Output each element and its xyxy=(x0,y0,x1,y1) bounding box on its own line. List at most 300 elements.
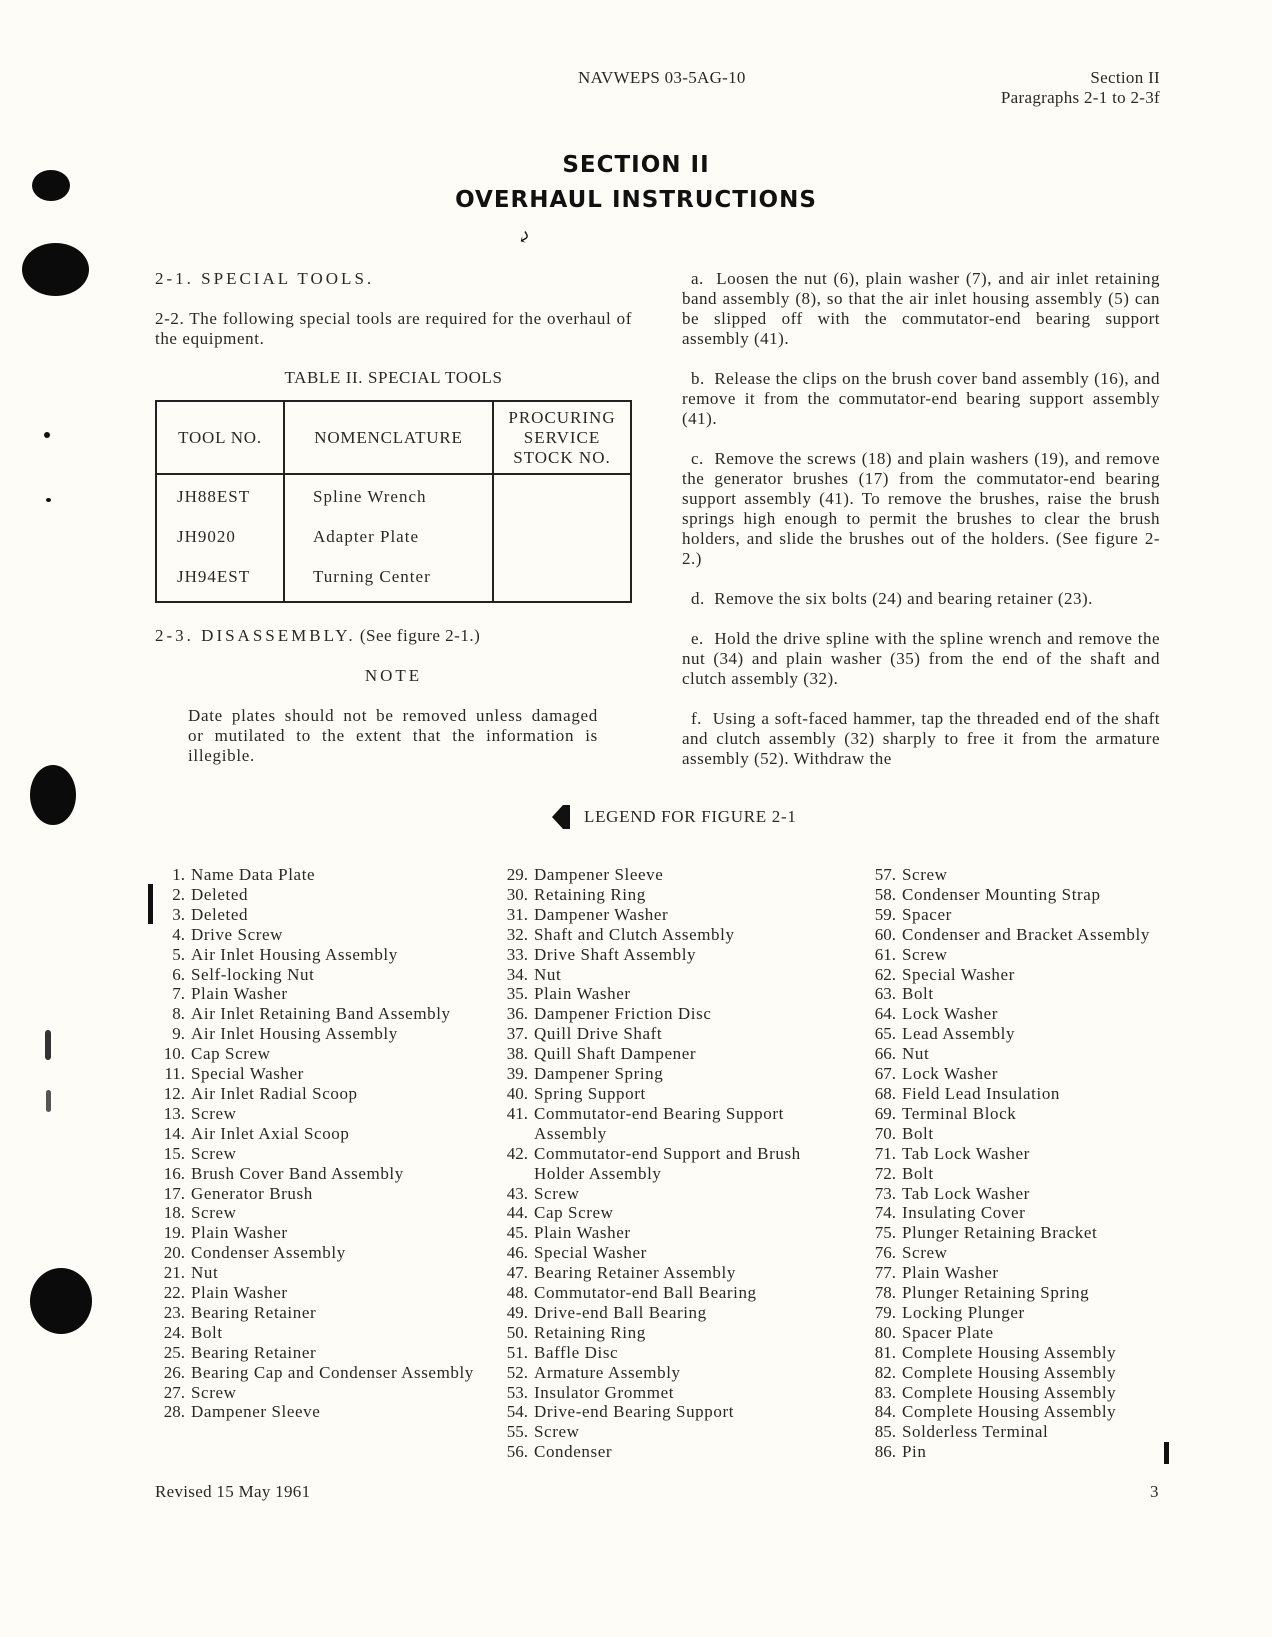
legend-item xyxy=(866,984,1186,1004)
legend-item-number: 82. xyxy=(874,1362,896,1382)
legend-item xyxy=(155,1044,475,1064)
legend-item-label: Screw xyxy=(534,1422,580,1442)
legend-item xyxy=(498,1044,838,1064)
legend-item-label: Commutator-end Support and Brush Holder Assembly xyxy=(534,1143,801,1183)
legend-item-number: 17. xyxy=(163,1183,185,1203)
disassembly-steps xyxy=(682,269,1160,769)
header-stock-no xyxy=(493,401,631,474)
legend-item-label: Plain Washer xyxy=(534,984,631,1004)
legend-item-label: Insulator Grommet xyxy=(534,1382,675,1402)
legend-item-number: 86. xyxy=(874,1442,896,1462)
legend-item xyxy=(866,1124,1186,1144)
step-text: Remove the screws (18) and plain washers (19), and remove the generator brushes (17) from the commutator-end bearing support assembly (41). To remove the brushes, raise the brush springs high enough to permit the brushes to clear the brush holders, and slide the brushes out of the holders. (See figure 2-2.) xyxy=(682,449,1161,568)
legend-item xyxy=(498,1363,838,1383)
legend-item xyxy=(498,1243,838,1263)
legend-item xyxy=(866,1104,1186,1124)
legend-item-number: 77. xyxy=(874,1263,896,1283)
legend-item-number: 15. xyxy=(163,1143,185,1163)
punch-hole xyxy=(22,243,89,296)
legend-item-number: 40. xyxy=(506,1083,528,1103)
legend-item xyxy=(866,1442,1186,1462)
legend-item-number: 46. xyxy=(506,1243,528,1263)
legend-item-label: Plunger Retaining Bracket xyxy=(902,1223,1098,1243)
legend-item-label: Deleted xyxy=(191,904,249,924)
legend-item-number: 32. xyxy=(506,924,528,944)
legend-item-label: Screw xyxy=(902,944,948,964)
header-nomenclature: NOMENCLATURE xyxy=(284,401,493,474)
legend-item-label: Condenser Mounting Strap xyxy=(902,884,1101,904)
legend-item-label: Bearing Retainer xyxy=(191,1302,317,1322)
legend-item-number: 20. xyxy=(163,1243,185,1263)
legend-item-number: 51. xyxy=(506,1342,528,1362)
legend-item-number: 74. xyxy=(874,1203,896,1223)
paragraph-2-3-heading xyxy=(155,626,480,646)
legend-item xyxy=(866,1323,1186,1343)
legend-item-label: Shaft and Clutch Assembly xyxy=(534,924,735,944)
legend-item xyxy=(866,925,1186,945)
legend-item xyxy=(155,865,475,885)
step-a xyxy=(682,269,1160,349)
legend-item xyxy=(866,865,1186,885)
revision-date: Revised 15 May 1961 xyxy=(155,1482,311,1501)
note-text: Date plates should not be removed unless damaged or mutilated to the extent that the information is illegible. xyxy=(188,706,598,765)
legend-item-label: Complete Housing Assembly xyxy=(902,1342,1117,1362)
legend-item xyxy=(866,1164,1186,1184)
legend-column-3 xyxy=(866,865,1186,1462)
legend-item-label: Special Washer xyxy=(534,1243,647,1263)
legend-item-label: Drive Shaft Assembly xyxy=(534,944,697,964)
legend-item-number: 53. xyxy=(506,1382,528,1402)
legend-item-number: 16. xyxy=(163,1163,185,1183)
table-row xyxy=(156,555,631,602)
legend-item xyxy=(866,1223,1186,1243)
legend-item-number: 27. xyxy=(163,1382,185,1402)
legend-item-number: 71. xyxy=(874,1143,896,1163)
legend-item xyxy=(498,1024,838,1044)
legend-item-number: 78. xyxy=(874,1283,896,1303)
legend-item xyxy=(155,925,475,945)
legend-item xyxy=(155,1084,475,1104)
step-label: c. xyxy=(691,449,704,468)
legend-item-label: Special Washer xyxy=(902,964,1015,984)
legend-item-label: Condenser and Bracket Assembly xyxy=(902,924,1150,944)
table-row xyxy=(156,515,631,555)
legend-heading: LEGEND FOR FIGURE 2-1 xyxy=(584,807,797,826)
legend-item xyxy=(155,1343,475,1363)
legend-item-number: 68. xyxy=(874,1083,896,1103)
legend-item xyxy=(498,1303,838,1323)
legend-item-number: 3. xyxy=(172,904,185,924)
legend-item xyxy=(498,865,838,885)
legend-item-label: Self-locking Nut xyxy=(191,964,315,984)
legend-item-label: Spacer Plate xyxy=(902,1322,994,1342)
legend-item-label: Condenser Assembly xyxy=(191,1243,346,1263)
legend-item-label: Cap Screw xyxy=(534,1203,614,1223)
special-tools-table xyxy=(155,400,632,603)
legend-item xyxy=(866,965,1186,985)
legend-item xyxy=(498,1104,838,1144)
legend-item-number: 66. xyxy=(874,1044,896,1064)
legend-item xyxy=(155,965,475,985)
legend-item-number: 39. xyxy=(506,1064,528,1084)
legend-item-label: Quill Shaft Dampener xyxy=(534,1044,697,1064)
legend-item-number: 52. xyxy=(506,1362,528,1382)
legend-item-number: 26. xyxy=(163,1362,185,1382)
legend-item-number: 31. xyxy=(506,904,528,924)
legend-item-number: 64. xyxy=(874,1004,896,1024)
punch-hole xyxy=(30,765,76,825)
legend-item-number: 8. xyxy=(172,1004,185,1024)
legend-item-number: 42. xyxy=(506,1143,528,1163)
legend-item-number: 44. xyxy=(506,1203,528,1223)
punch-hole xyxy=(30,1268,92,1334)
nomenclature: Turning Center xyxy=(313,567,431,586)
legend-item-number: 43. xyxy=(506,1183,528,1203)
legend-item-number: 57. xyxy=(874,865,896,884)
legend-item-label: Plunger Retaining Spring xyxy=(902,1283,1090,1303)
legend-item xyxy=(155,1383,475,1403)
legend-item-number: 49. xyxy=(506,1302,528,1322)
legend-item xyxy=(866,1303,1186,1323)
legend-item xyxy=(155,1124,475,1144)
legend-item xyxy=(498,885,838,905)
stray-mark-icon: ⤶ xyxy=(512,225,536,251)
legend-item xyxy=(155,1323,475,1343)
legend-item xyxy=(155,1144,475,1164)
legend-item-number: 47. xyxy=(506,1263,528,1283)
legend-item-number: 29. xyxy=(506,865,528,884)
legend-item-number: 19. xyxy=(163,1223,185,1243)
legend-item-label: Screw xyxy=(534,1183,580,1203)
legend-item-number: 63. xyxy=(874,984,896,1004)
legend-item-label: Nut xyxy=(191,1263,219,1283)
legend-item-number: 36. xyxy=(506,1004,528,1024)
tool-no: JH9020 xyxy=(177,527,236,546)
legend-item-label: Dampener Sleeve xyxy=(534,865,664,884)
legend-item-number: 21. xyxy=(163,1263,185,1283)
legend-item-number: 45. xyxy=(506,1223,528,1243)
legend-item xyxy=(498,965,838,985)
legend-item-label: Bearing Cap and Condenser Assembly xyxy=(191,1362,474,1382)
legend-item-label: Condenser xyxy=(534,1442,613,1462)
legend-item-label: Armature Assembly xyxy=(534,1362,681,1382)
note-label: NOTE xyxy=(364,666,423,685)
legend-item xyxy=(155,1024,475,1044)
legend-item xyxy=(498,1084,838,1104)
legend-item-label: Bearing Retainer xyxy=(191,1342,317,1362)
legend-item-label: Field Lead Insulation xyxy=(902,1083,1061,1103)
legend-item-label: Plain Washer xyxy=(191,1283,288,1303)
legend-heading-row xyxy=(551,804,797,830)
paragraph-2-2: 2-2. The following special tools are required for the overhaul of the equipment. xyxy=(155,309,632,348)
change-bar xyxy=(148,884,153,924)
legend-item-number: 12. xyxy=(163,1083,185,1103)
legend-item-label: Complete Housing Assembly xyxy=(902,1362,1117,1382)
step-label: e. xyxy=(691,629,704,648)
header-tool-no: TOOL NO. xyxy=(156,401,284,474)
section-reference: Section II xyxy=(1090,68,1160,87)
legend-item xyxy=(498,984,838,1004)
legend-item xyxy=(498,1383,838,1403)
legend-item-number: 76. xyxy=(874,1243,896,1263)
table-title: TABLE II. SPECIAL TOOLS xyxy=(284,368,503,387)
step-text: Loosen the nut (6), plain washer (7), and air inlet retaining band assembly (8), so that the air inlet housing assembly (5) can be slipped off with the commutator-end bearing support assembly (41). xyxy=(682,269,1160,348)
legend-item-label: Tab Lock Washer xyxy=(902,1143,1030,1163)
legend-item-label: Baffle Disc xyxy=(534,1342,619,1362)
legend-item-number: 54. xyxy=(506,1402,528,1422)
legend-item xyxy=(866,1243,1186,1263)
legend-item-label: Nut xyxy=(534,964,562,984)
legend-item xyxy=(155,1243,475,1263)
legend-item xyxy=(498,1144,838,1184)
legend-item-label: Dampener Washer xyxy=(534,904,669,924)
legend-item-label: Locking Plunger xyxy=(902,1302,1025,1322)
legend-item xyxy=(866,1004,1186,1024)
figure-reference-link[interactable]: (See figure 2-1.) xyxy=(359,626,481,645)
legend-item-number: 23. xyxy=(163,1302,185,1322)
legend-item-number: 1. xyxy=(172,865,185,884)
legend-item-number: 37. xyxy=(506,1024,528,1044)
legend-item-label: Bolt xyxy=(902,984,934,1004)
legend-item xyxy=(498,1343,838,1363)
table-header-row xyxy=(156,401,631,474)
legend-item xyxy=(155,1064,475,1084)
legend-item-number: 13. xyxy=(163,1103,185,1123)
legend-item-number: 59. xyxy=(874,904,896,924)
legend-item-number: 70. xyxy=(874,1123,896,1143)
step-text: Release the clips on the brush cover band assembly (16), and remove it from the commutator-end bearing support assembly (41). xyxy=(682,369,1161,428)
legend-item-number: 60. xyxy=(874,924,896,944)
legend-item xyxy=(866,1184,1186,1204)
legend-item-label: Plain Washer xyxy=(191,1223,288,1243)
speck-mark xyxy=(44,432,50,438)
legend-item-number: 81. xyxy=(874,1342,896,1362)
legend-item xyxy=(498,1402,838,1422)
legend-item-number: 80. xyxy=(874,1322,896,1342)
legend-item-label: Screw xyxy=(191,1382,237,1402)
legend-item xyxy=(498,1263,838,1283)
legend-column-2 xyxy=(498,865,838,1462)
step-text: Using a soft-faced hammer, tap the threaded end of the shaft and clutch assembly (32) sharply to free it from the armature assembly (52). Withdraw the xyxy=(682,709,1161,768)
paragraphs-reference: Paragraphs 2-1 to 2-3f xyxy=(1000,88,1160,107)
legend-item-label: Name Data Plate xyxy=(191,865,316,884)
legend-item-label: Solderless Terminal xyxy=(902,1422,1049,1442)
legend-item-label: Cap Screw xyxy=(191,1044,271,1064)
legend-item-label: Special Washer xyxy=(191,1064,304,1084)
legend-item xyxy=(498,1422,838,1442)
legend-item xyxy=(498,945,838,965)
legend-item-label: Complete Housing Assembly xyxy=(902,1382,1117,1402)
legend-item-number: 30. xyxy=(506,884,528,904)
speck-mark xyxy=(46,498,51,502)
legend-item-label: Air Inlet Radial Scoop xyxy=(191,1083,358,1103)
nomenclature: Spline Wrench xyxy=(313,487,427,506)
disassembly-heading: 2-3. DISASSEMBLY. xyxy=(155,626,356,645)
legend-item-label: Screw xyxy=(191,1143,237,1163)
legend-item xyxy=(866,905,1186,925)
legend-item-number: 75. xyxy=(874,1223,896,1243)
legend-item xyxy=(498,1203,838,1223)
legend-item-label: Insulating Cover xyxy=(902,1203,1026,1223)
legend-item xyxy=(866,1383,1186,1403)
legend-item xyxy=(866,1363,1186,1383)
legend-item-label: Tab Lock Washer xyxy=(902,1183,1030,1203)
legend-item xyxy=(866,1283,1186,1303)
legend-item-number: 62. xyxy=(874,964,896,984)
legend-item xyxy=(155,1184,475,1204)
legend-item xyxy=(866,945,1186,965)
header-stock-line-1: PROCURING xyxy=(508,407,616,427)
document-number: NAVWEPS 03-5AG-10 xyxy=(578,68,746,87)
legend-item-label: Screw xyxy=(191,1203,237,1223)
step-label: a. xyxy=(691,269,704,288)
legend-item-number: 10. xyxy=(163,1044,185,1064)
legend-item-label: Air Inlet Housing Assembly xyxy=(191,1024,398,1044)
step-label: f. xyxy=(691,709,702,728)
legend-item-number: 38. xyxy=(506,1044,528,1064)
legend-item-label: Terminal Block xyxy=(902,1103,1017,1123)
legend-item xyxy=(155,885,475,905)
legend-item xyxy=(866,1263,1186,1283)
speck-mark xyxy=(45,1030,51,1060)
legend-item xyxy=(498,1184,838,1204)
legend-item xyxy=(866,1024,1186,1044)
legend-item-label: Dampener Sleeve xyxy=(191,1402,321,1422)
legend-item xyxy=(155,1402,475,1422)
legend-item-label: Complete Housing Assembly xyxy=(902,1402,1117,1422)
legend-item-number: 14. xyxy=(163,1123,185,1143)
step-e xyxy=(682,629,1160,689)
legend-item-number: 7. xyxy=(172,984,185,1004)
legend-item-number: 84. xyxy=(874,1402,896,1422)
tool-no: JH94EST xyxy=(177,567,251,586)
legend-item-number: 28. xyxy=(163,1402,185,1422)
legend-item xyxy=(155,1164,475,1184)
legend-item xyxy=(155,1223,475,1243)
legend-item-label: Quill Drive Shaft xyxy=(534,1024,663,1044)
legend-item-label: Plain Washer xyxy=(191,984,288,1004)
legend-item-number: 85. xyxy=(874,1422,896,1442)
legend-item xyxy=(498,925,838,945)
legend-item-label: Generator Brush xyxy=(191,1183,313,1203)
step-d xyxy=(682,589,1160,609)
legend-item-label: Screw xyxy=(902,865,948,884)
legend-item-label: Plain Washer xyxy=(534,1223,631,1243)
legend-item-label: Air Inlet Axial Scoop xyxy=(191,1123,350,1143)
section-title: SECTION II xyxy=(562,152,710,178)
legend-item-label: Lead Assembly xyxy=(902,1024,1016,1044)
page-number: 3 xyxy=(1150,1482,1159,1501)
step-label: b. xyxy=(691,369,705,388)
legend-item xyxy=(866,1422,1186,1442)
step-text: Hold the drive spline with the spline wrench and remove the nut (34) and plain washer (35) from the end of the shaft and clutch assembly (32). xyxy=(682,629,1160,688)
legend-item-number: 56. xyxy=(506,1442,528,1462)
legend-item-number: 11. xyxy=(164,1064,185,1084)
legend-item xyxy=(866,1064,1186,1084)
legend-item-number: 33. xyxy=(506,944,528,964)
legend-item xyxy=(866,1084,1186,1104)
legend-item-number: 35. xyxy=(506,984,528,1004)
pointer-arrow-left-icon xyxy=(551,804,571,830)
step-b xyxy=(682,369,1160,429)
legend-column-1 xyxy=(155,865,475,1422)
nomenclature: Adapter Plate xyxy=(313,527,419,546)
legend-item-label: Plain Washer xyxy=(902,1263,999,1283)
legend-item-number: 4. xyxy=(172,924,185,944)
legend-item-number: 24. xyxy=(163,1322,185,1342)
paragraph-2-1-heading: 2-1. SPECIAL TOOLS. xyxy=(155,269,375,288)
legend-item xyxy=(155,1203,475,1223)
legend-item-number: 61. xyxy=(874,944,896,964)
legend-item-number: 41. xyxy=(506,1103,528,1123)
legend-item-label: Drive Screw xyxy=(191,924,284,944)
legend-item-number: 5. xyxy=(172,944,185,964)
legend-item-number: 67. xyxy=(874,1064,896,1084)
legend-item xyxy=(155,1263,475,1283)
legend-item-label: Deleted xyxy=(191,884,249,904)
legend-item-number: 2. xyxy=(172,884,185,904)
legend-item-number: 69. xyxy=(874,1103,896,1123)
legend-item-number: 72. xyxy=(874,1163,896,1183)
legend-item xyxy=(498,1004,838,1024)
legend-item-number: 48. xyxy=(506,1283,528,1303)
legend-item-label: Bolt xyxy=(191,1322,223,1342)
legend-item-label: Commutator-end Ball Bearing xyxy=(534,1283,757,1303)
legend-item xyxy=(498,1064,838,1084)
legend-item-number: 6. xyxy=(172,964,185,984)
legend-item-label: Retaining Ring xyxy=(534,884,646,904)
legend-item xyxy=(155,945,475,965)
page-title: OVERHAUL INSTRUCTIONS xyxy=(455,187,817,213)
legend-item xyxy=(155,1303,475,1323)
legend-item xyxy=(498,1323,838,1343)
legend-item xyxy=(866,885,1186,905)
legend-item xyxy=(498,1223,838,1243)
legend-item-label: Bolt xyxy=(902,1123,934,1143)
legend-item-number: 34. xyxy=(506,964,528,984)
legend-item xyxy=(155,1283,475,1303)
legend-item-number: 22. xyxy=(163,1283,185,1303)
legend-item-label: Lock Washer xyxy=(902,1004,999,1024)
legend-item-number: 83. xyxy=(874,1382,896,1402)
table-row xyxy=(156,474,631,515)
legend-item-label: Retaining Ring xyxy=(534,1322,646,1342)
legend-item-label: Lock Washer xyxy=(902,1064,999,1084)
legend-item-number: 73. xyxy=(874,1183,896,1203)
step-c xyxy=(682,449,1160,569)
legend-item xyxy=(866,1144,1186,1164)
legend-item-label: Drive-end Ball Bearing xyxy=(534,1302,707,1322)
legend-item-label: Nut xyxy=(902,1044,930,1064)
legend-item-label: Commutator-end Bearing Support Assembly xyxy=(534,1103,784,1143)
legend-item-label: Dampener Friction Disc xyxy=(534,1004,712,1024)
legend-item-label: Dampener Spring xyxy=(534,1064,664,1084)
legend-item-number: 9. xyxy=(172,1024,185,1044)
step-text: Remove the six bolts (24) and bearing retainer (23). xyxy=(714,589,1093,608)
legend-item-label: Bolt xyxy=(902,1163,934,1183)
legend-item xyxy=(866,1343,1186,1363)
legend-item-label: Screw xyxy=(902,1243,948,1263)
legend-item-number: 55. xyxy=(506,1422,528,1442)
legend-item xyxy=(866,1402,1186,1422)
legend-item-label: Air Inlet Retaining Band Assembly xyxy=(191,1004,451,1024)
tool-no: JH88EST xyxy=(177,487,251,506)
legend-item-number: 25. xyxy=(163,1342,185,1362)
step-f xyxy=(682,709,1160,769)
legend-item-number: 50. xyxy=(506,1322,528,1342)
legend-item-number: 58. xyxy=(874,884,896,904)
legend-item xyxy=(155,984,475,1004)
